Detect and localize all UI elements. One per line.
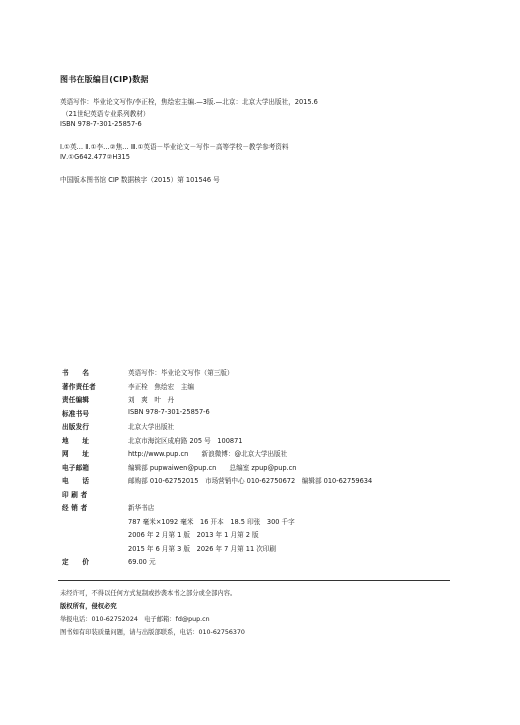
rights-reserved: 版权所有，侵权必究 bbox=[60, 603, 117, 610]
info-value: 北京市海淀区成府路 205 号 100871 bbox=[128, 436, 243, 445]
info-value: 北京大学出版社 bbox=[128, 423, 175, 431]
info-value: http://www.pup.cn 新浪微博：@北京大学出版社 bbox=[128, 450, 288, 458]
cip-classification-line: Ⅰ.①英… Ⅱ.①李…②焦… Ⅲ.①英语－毕业论文－写作－高等学校－教学参考资料 bbox=[60, 143, 289, 151]
info-label: 印 刷 者 bbox=[62, 490, 88, 499]
info-row bbox=[58, 543, 458, 557]
quality-contact: 图书如有印装质量问题，请与出版部联系，电话：010-62756370 bbox=[60, 629, 245, 636]
info-row bbox=[58, 367, 458, 381]
publication-info-table bbox=[58, 367, 458, 570]
info-label: 经 销 者 bbox=[62, 504, 88, 512]
info-label: 书 名 bbox=[62, 369, 90, 377]
info-label: 责任编辑 bbox=[62, 396, 90, 404]
info-label: 定 价 bbox=[62, 558, 90, 566]
info-value: 刘 爽 叶 丹 bbox=[128, 396, 175, 404]
info-value: 李正栓 焦绘宏 主编 bbox=[128, 382, 194, 391]
info-row bbox=[58, 408, 458, 422]
info-value: 787 毫米×1092 毫米 16 开本 18.5 印张 300 千字 bbox=[128, 517, 295, 526]
info-row bbox=[58, 529, 458, 543]
info-value: 邮购部 010-62752015 市场营销中心 010-62750672 编辑部 010-62759634 bbox=[128, 477, 373, 485]
info-label: 著作责任者 bbox=[62, 382, 96, 391]
info-row bbox=[58, 381, 458, 395]
cip-heading: 图书在版编目(CIP)数据 bbox=[60, 75, 149, 84]
info-row bbox=[58, 421, 458, 435]
info-row bbox=[58, 462, 458, 476]
cip-series-line: （21世纪英语专业系列教材） bbox=[62, 110, 150, 118]
info-label: 标准书号 bbox=[62, 409, 90, 418]
info-value: 2006 年 2 月第 1 版 2013 年 1 月第 2 版 bbox=[128, 531, 259, 539]
info-row bbox=[58, 556, 458, 570]
report-contact: 举报电话：010-62752024 电子邮箱：fd@pup.cn bbox=[60, 616, 210, 623]
copyright-notice: 未经许可，不得以任何方式复制或抄袭本书之部分或全部内容。 bbox=[60, 590, 237, 597]
info-value: 69.00 元 bbox=[128, 558, 156, 566]
cip-isbn-line: ISBN 978-7-301-25857-6 bbox=[60, 120, 142, 128]
info-row bbox=[58, 448, 458, 462]
cip-title-line: 英语写作：毕业论文写作/李正栓，焦绘宏主编.—3版.—北京：北京大学出版社，2015.6 bbox=[60, 98, 318, 106]
info-label: 地 址 bbox=[62, 436, 90, 445]
info-value: 2015 年 6 月第 3 版 2026 年 7 月第 11 次印刷 bbox=[128, 544, 277, 553]
info-value: 新华书店 bbox=[128, 504, 155, 512]
info-label: 电 话 bbox=[62, 477, 90, 485]
info-label: 电子邮箱 bbox=[62, 463, 90, 472]
info-value: ISBN 978-7-301-25857-6 bbox=[128, 407, 210, 416]
divider bbox=[58, 580, 450, 581]
cip-classification-line-2: Ⅳ.①G642.477②H315 bbox=[60, 153, 130, 161]
info-label: 网 址 bbox=[62, 450, 90, 458]
info-label: 出版发行 bbox=[62, 423, 90, 431]
info-row bbox=[58, 475, 458, 489]
info-value: 英语写作：毕业论文写作（第三版） bbox=[128, 369, 234, 377]
info-row bbox=[58, 394, 458, 408]
info-row bbox=[58, 489, 458, 503]
info-row bbox=[58, 516, 458, 530]
cip-record-number: 中国版本图书馆 CIP 数据核字（2015）第 101546 号 bbox=[60, 176, 220, 184]
info-value: 编辑部 pupwaiwen@pup.cn 总编室 zpup@pup.cn bbox=[128, 463, 297, 472]
info-row bbox=[58, 435, 458, 449]
info-row bbox=[58, 502, 458, 516]
